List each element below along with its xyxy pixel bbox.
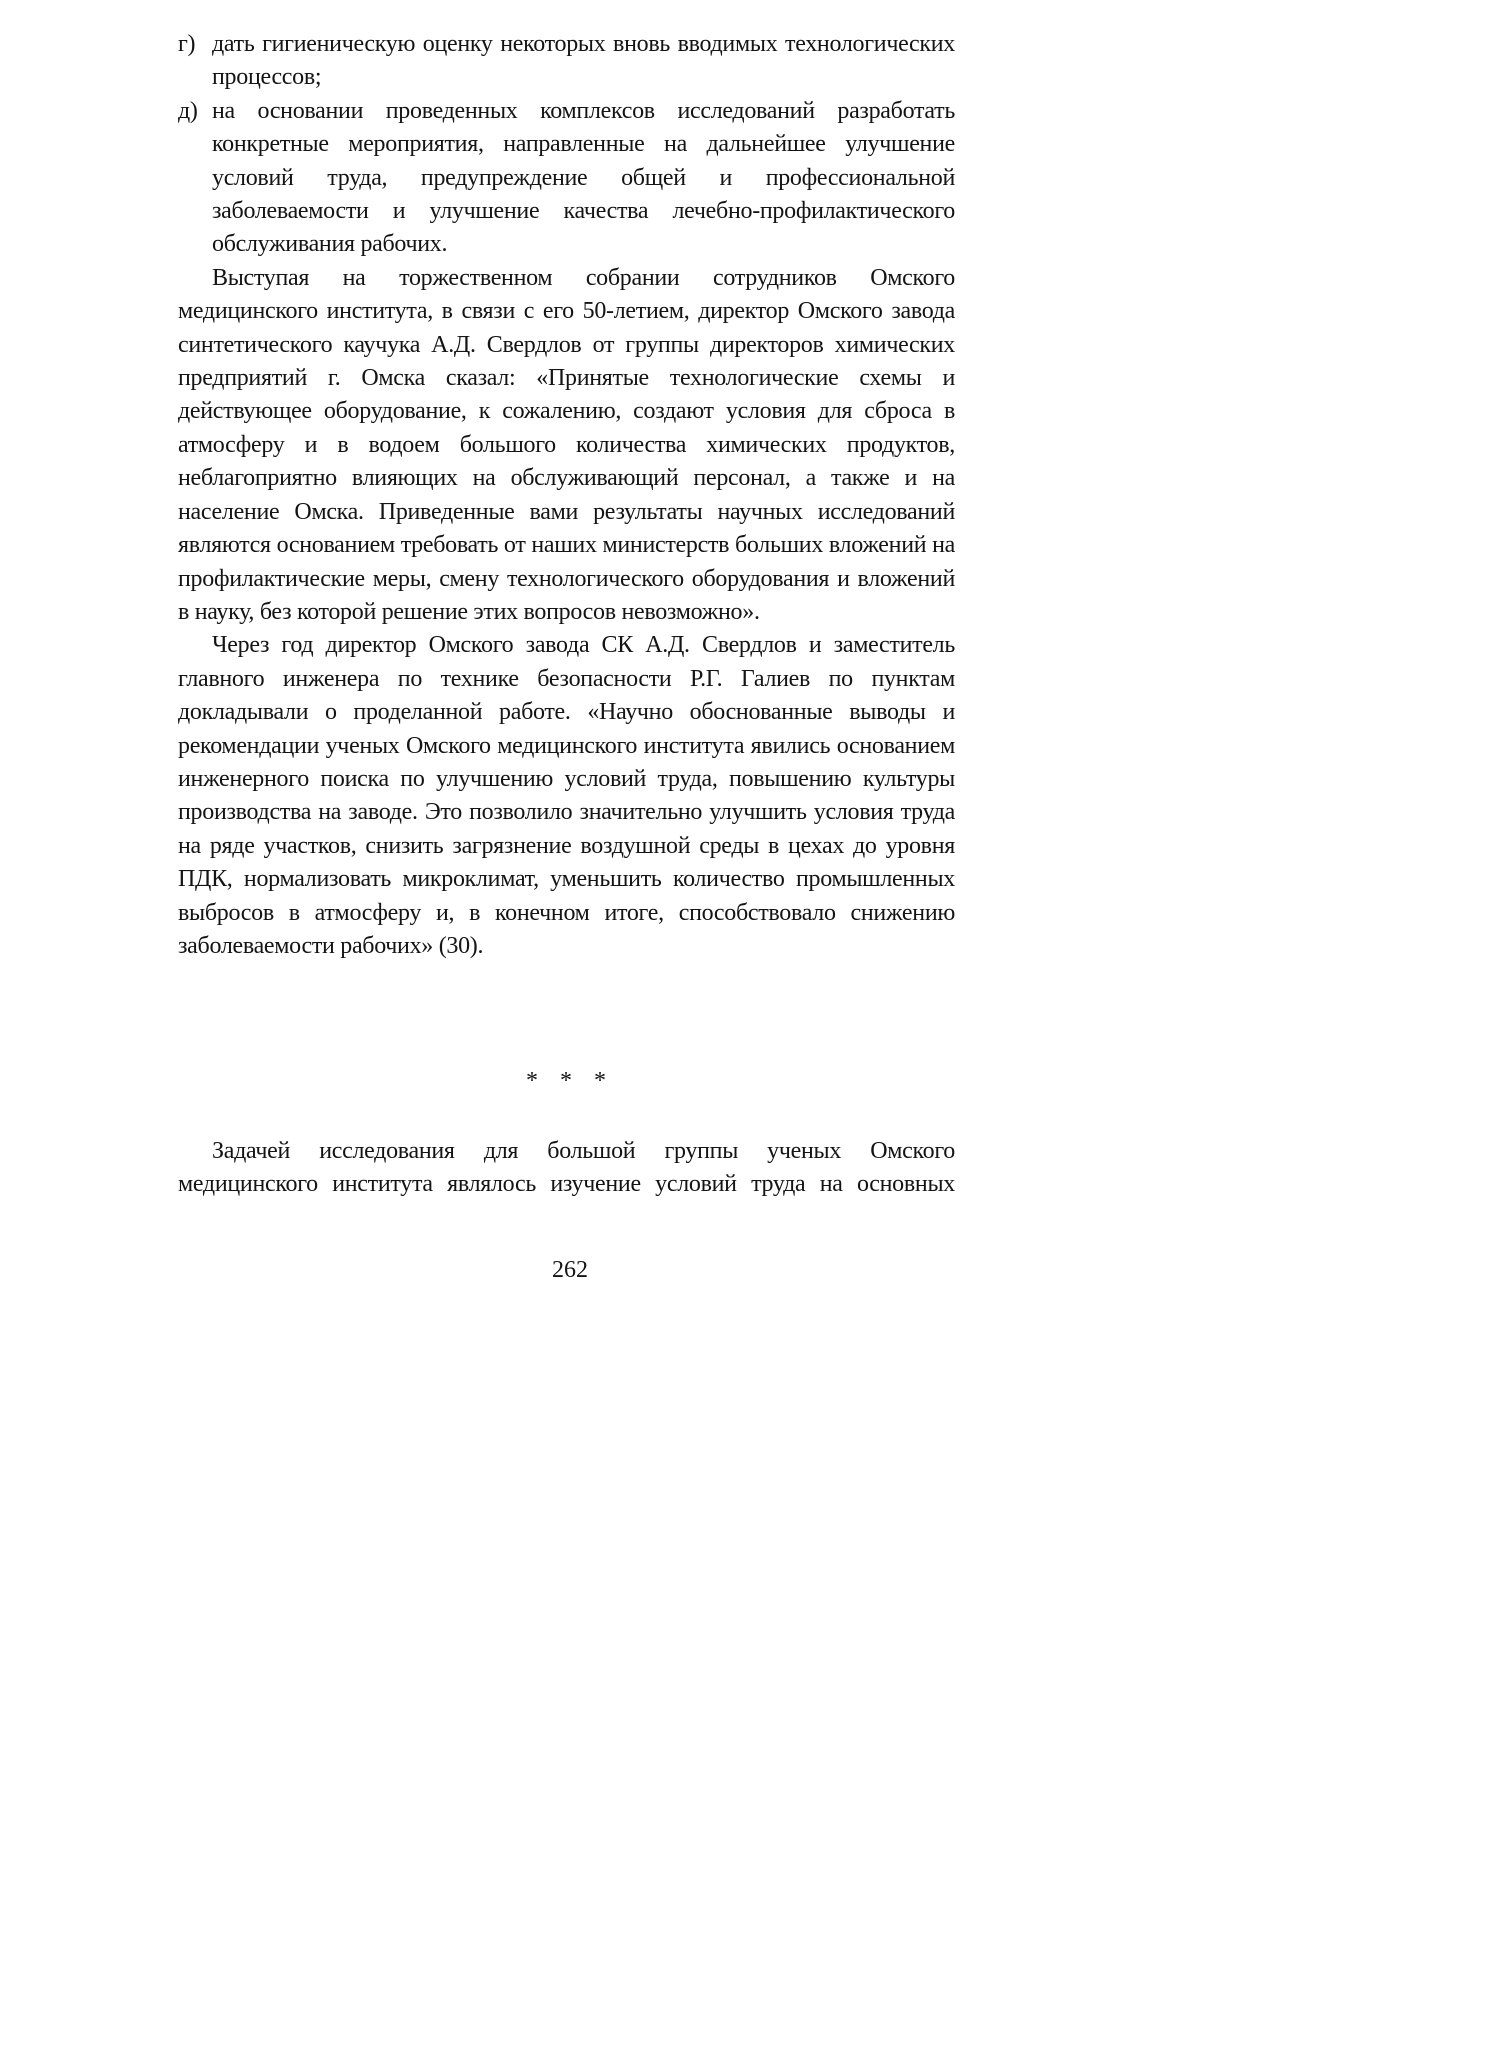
list-marker: д) xyxy=(178,97,198,124)
paragraph: Выступая на торжественном собрании сотрудников Омского медицинского института, в связи с его 50-летием, директор Омского завода синтетического каучука А.Д. Свердлов от группы директоров химических предприятий г. Омска сказал: «Принятые технологические схемы и действующее оборудование, к сожалению, создают условия для сброса в атмосферу и в водоем большого количества химических продуктов, неблагоприятно влияющих на обслуживающий персонал, а также и на население Омска. Приведенные вами результаты научных исследований являются основанием требовать от наших министерств больших вложений на профилактические меры, смену технологического оборудования и вложений в науку, без которой решение этих вопросов невозможно». xyxy=(178,264,955,625)
paragraph: Задачей исследования для большой группы ученых Омского медицинского института являлось изучение условий труда на основных xyxy=(178,1138,955,1198)
list-item xyxy=(178,95,955,262)
list-item-text: на основании проведенных комплексов исследований разработать конкретные мероприятия, направленные на дальнейшее улучшение условий труда, предупреждение общей и профессиональной заболеваемости и улучшение качества лечебно-профилактического обслуживания рабочих. xyxy=(212,97,955,258)
main-text-block xyxy=(178,28,955,963)
section-separator: * * * xyxy=(526,1068,614,1094)
paragraph: Через год директор Омского завода СК А.Д. Свердлов и заместитель главного инженера по технике безопасности Р.Г. Галиев по пунктам докладывали о проделанной работе. «Научно обоснованные выводы и рекомендации ученых Омского медицинского института явились основанием инженерного поиска по улучшению условий труда, повышению культуры производства на заводе. Это позволило значительно улучшить условия труда на ряде участков, снизить загрязнение воздушной среды в цехах до уровня ПДК, нормализовать микроклимат, уменьшить количество промышленных выбросов в атмосферу и, в конечном итоге, способствовало снижению заболеваемости рабочих» (30). xyxy=(178,632,955,959)
page-number: 262 xyxy=(552,1257,588,1283)
list-item-text: дать гигиеническую оценку некоторых вновь вводимых технологических процессов; xyxy=(212,31,955,91)
list-item xyxy=(178,28,955,95)
list-marker: г) xyxy=(178,31,196,57)
